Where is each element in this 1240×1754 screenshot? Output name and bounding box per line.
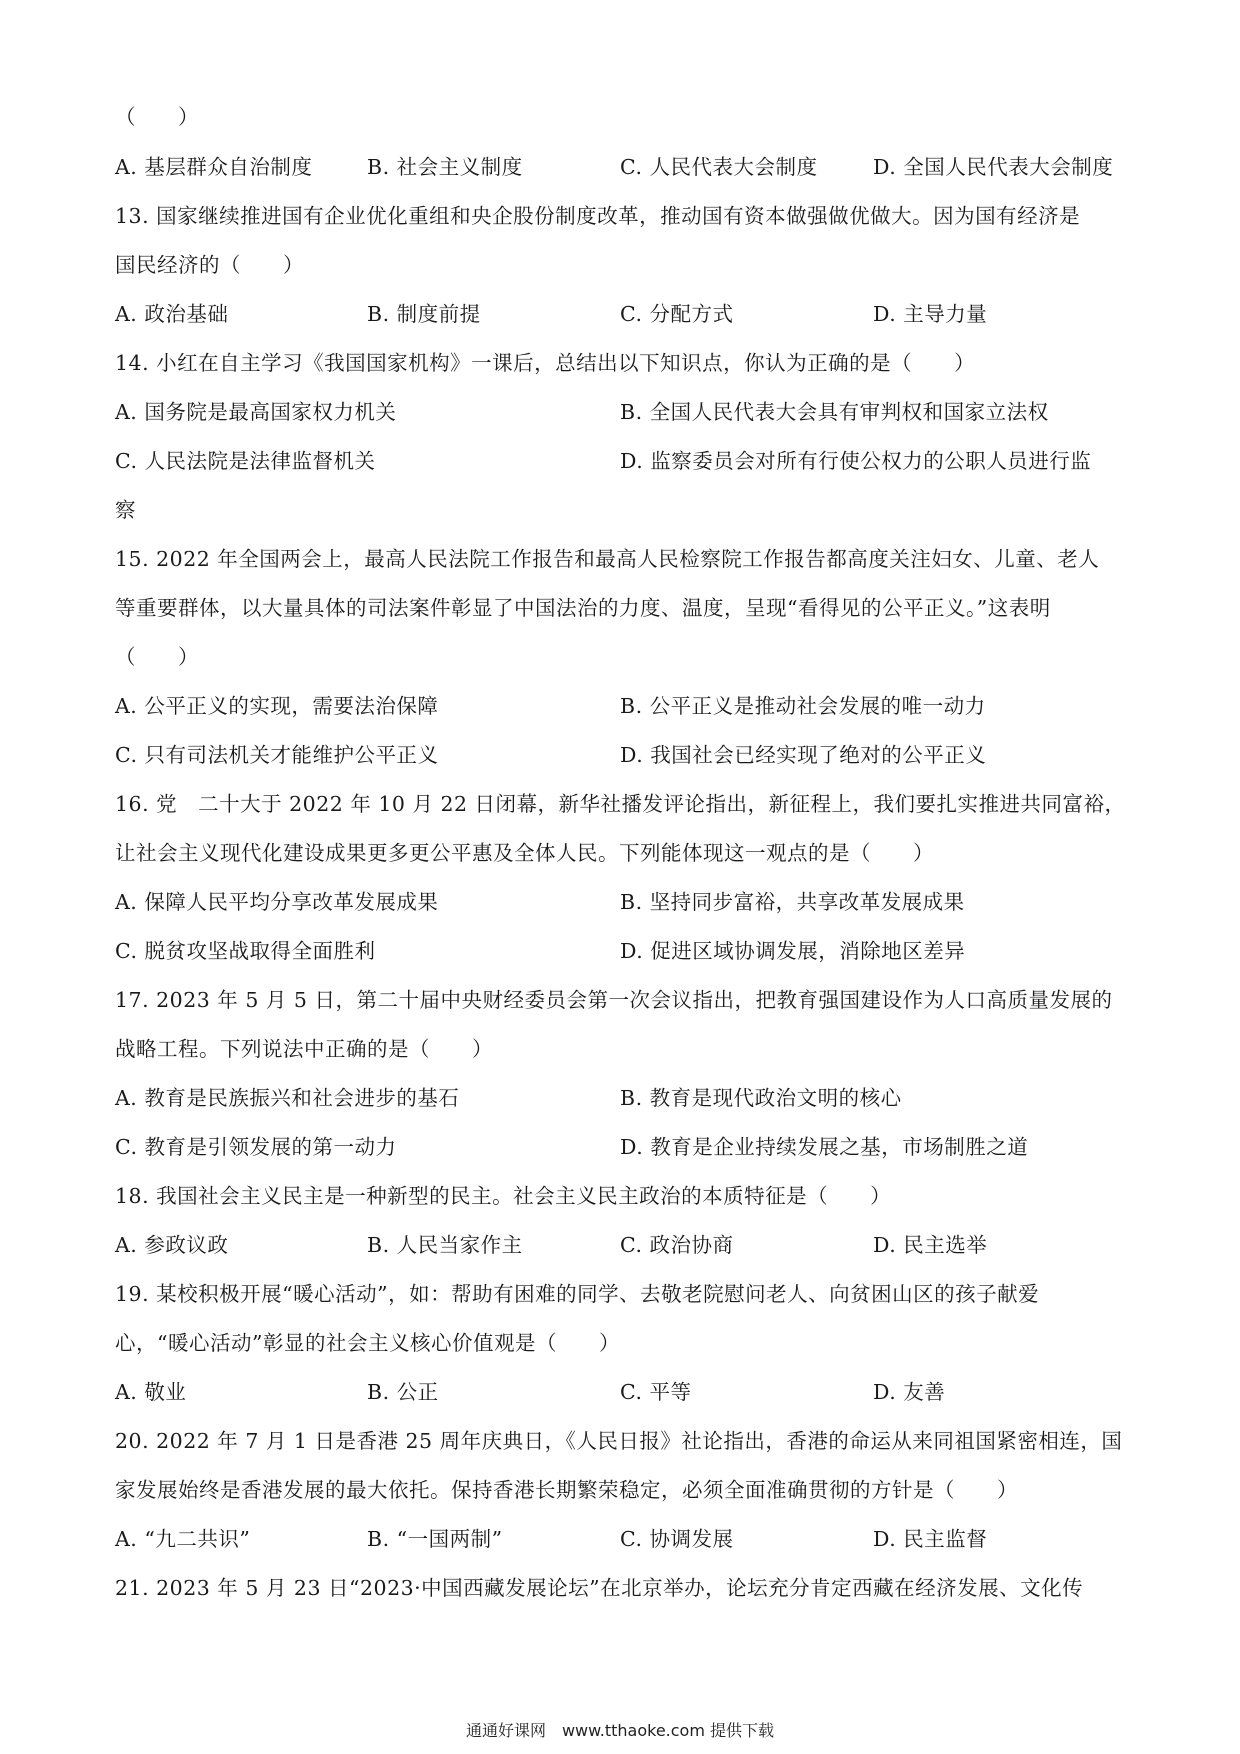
q13-option-c[interactable]: C. 分配方式	[620, 302, 734, 326]
q15-options-row-2	[115, 731, 1130, 780]
q20-option-c[interactable]: C. 协调发展	[620, 1527, 734, 1551]
q18-option-c[interactable]: C. 政治协商	[620, 1233, 734, 1257]
q15-option-b[interactable]: B. 公平正义是推动社会发展的唯一动力	[620, 694, 986, 718]
q17-option-c[interactable]: C. 教育是引领发展的第一动力	[115, 1135, 397, 1159]
q18-option-a[interactable]: A. 参政议政	[115, 1233, 229, 1257]
q15-option-c[interactable]: C. 只有司法机关才能维护公平正义	[115, 743, 439, 767]
q13-option-b[interactable]: B. 制度前提	[367, 302, 481, 326]
q14-options-row-1	[115, 388, 1130, 437]
q16-stem-line-1: 16. 党 二十大于 2022 年 10 月 22 日闭幕，新华社播发评论指出，新征程上，我们要扎实推进共同富裕，	[115, 792, 1126, 816]
q16-options-row-1	[115, 878, 1130, 927]
q15-option-a[interactable]: A. 公平正义的实现，需要法治保障	[115, 694, 439, 718]
q14-option-b[interactable]: B. 全国人民代表大会具有审判权和国家立法权	[620, 400, 1049, 424]
q14-option-d[interactable]: D. 监察委员会对所有行使公权力的公职人员进行监	[620, 449, 1092, 473]
q21-stem-line-1: 21. 2023 年 5 月 23 日“2023·中国西藏发展论坛”在北京举办，论坛充分肯定西藏在经济发展、文化传	[115, 1576, 1084, 1600]
q20-stem-line-2: 家发展始终是香港发展的最大依托。保持香港长期繁荣稳定，必须全面准确贯彻的方针是（ ）	[115, 1478, 1018, 1502]
q19-stem-line-2: 心，“暖心活动”彰显的社会主义核心价值观是（ ）	[115, 1331, 620, 1355]
q17-option-d[interactable]: D. 教育是企业持续发展之基，市场制胜之道	[620, 1135, 1029, 1159]
q15-option-d[interactable]: D. 我国社会已经实现了绝对的公平正义	[620, 743, 987, 767]
q17-options-row-1	[115, 1074, 1130, 1123]
q18-option-b[interactable]: B. 人民当家作主	[367, 1233, 523, 1257]
q17-option-b[interactable]: B. 教育是现代政治文明的核心	[620, 1086, 902, 1110]
q19-option-b[interactable]: B. 公正	[367, 1380, 439, 1404]
q14-option-d-wrap: 察	[115, 498, 136, 522]
q16-option-a[interactable]: A. 保障人民平均分享改革发展成果	[115, 890, 439, 914]
q17-stem-line-1: 17. 2023 年 5 月 5 日，第二十届中央财经委员会第一次会议指出，把教育强国建设作为人口高质量发展的	[115, 988, 1113, 1012]
q14-option-c[interactable]: C. 人民法院是法律监督机关	[115, 449, 376, 473]
q14-options-row-2	[115, 437, 1130, 486]
q12-blank: （ ）	[115, 105, 199, 129]
q12-options	[115, 143, 1130, 192]
q12-option-b[interactable]: B. 社会主义制度	[367, 155, 523, 179]
q13-option-a[interactable]: A. 政治基础	[115, 302, 229, 326]
q15-stem-line-2: 等重要群体，以大量具体的司法案件彰显了中国法治的力度、温度，呈现“看得见的公平正义。”这表明	[115, 596, 1051, 620]
q15-stem-line-1: 15. 2022 年全国两会上，最高人民法院工作报告和最高人民检察院工作报告都高度关注妇女、儿童、老人	[115, 547, 1100, 571]
q19-option-c[interactable]: C. 平等	[620, 1380, 692, 1404]
q19-stem-line-1: 19. 某校积极开展“暖心活动”，如：帮助有困难的同学、去敬老院慰问老人、向贫困山区的孩子献爱	[115, 1282, 1040, 1306]
q16-option-c[interactable]: C. 脱贫攻坚战取得全面胜利	[115, 939, 376, 963]
q17-stem-line-2: 战略工程。下列说法中正确的是（ ）	[115, 1037, 493, 1061]
q13-stem-line-2: 国民经济的（ ）	[115, 253, 304, 277]
q15-options-row-1	[115, 682, 1130, 731]
q13-stem-line-1: 13. 国家继续推进国有企业优化重组和央企股份制度改革，推动国有资本做强做优做大。因为国有经济是	[115, 204, 1081, 228]
q20-option-d[interactable]: D. 民主监督	[873, 1527, 988, 1551]
q20-option-b[interactable]: B. “一国两制”	[367, 1527, 503, 1551]
q18-options	[115, 1221, 1130, 1270]
page-footer: 通通好课网 www.tthaoke.com 提供下载	[465, 1721, 775, 1740]
q20-stem-line-1: 20. 2022 年 7 月 1 日是香港 25 周年庆典日，《人民日报》社论指出，香港的命运从来同祖国紧密相连，国	[115, 1429, 1123, 1453]
q18-option-d[interactable]: D. 民主选举	[873, 1233, 988, 1257]
q16-option-b[interactable]: B. 坚持同步富裕，共享改革发展成果	[620, 890, 965, 914]
q16-stem-line-2: 让社会主义现代化建设成果更多更公平惠及全体人民。下列能体现这一观点的是（ ）	[115, 841, 934, 865]
q13-options	[115, 290, 1130, 339]
q19-options	[115, 1368, 1130, 1417]
q20-option-a[interactable]: A. “九二共识”	[115, 1527, 251, 1551]
q20-options	[115, 1515, 1130, 1564]
q15-stem-line-3: （ ）	[115, 645, 199, 669]
q16-options-row-2	[115, 927, 1130, 976]
q17-option-a[interactable]: A. 教育是民族振兴和社会进步的基石	[115, 1086, 460, 1110]
q18-stem-line-1: 18. 我国社会主义民主是一种新型的民主。社会主义民主政治的本质特征是（ ）	[115, 1184, 892, 1208]
q12-option-d[interactable]: D. 全国人民代表大会制度	[873, 155, 1114, 179]
q14-stem-line-1: 14. 小红在自主学习《我国国家机构》一课后，总结出以下知识点，你认为正确的是（ ）	[115, 351, 976, 375]
q12-option-c[interactable]: C. 人民代表大会制度	[620, 155, 818, 179]
q19-option-d[interactable]: D. 友善	[873, 1380, 946, 1404]
q12-option-a[interactable]: A. 基层群众自治制度	[115, 155, 313, 179]
q14-option-a[interactable]: A. 国务院是最高国家权力机关	[115, 400, 397, 424]
q19-option-a[interactable]: A. 敬业	[115, 1380, 187, 1404]
q17-options-row-2	[115, 1123, 1130, 1172]
q13-option-d[interactable]: D. 主导力量	[873, 302, 988, 326]
q16-option-d[interactable]: D. 促进区域协调发展，消除地区差异	[620, 939, 966, 963]
